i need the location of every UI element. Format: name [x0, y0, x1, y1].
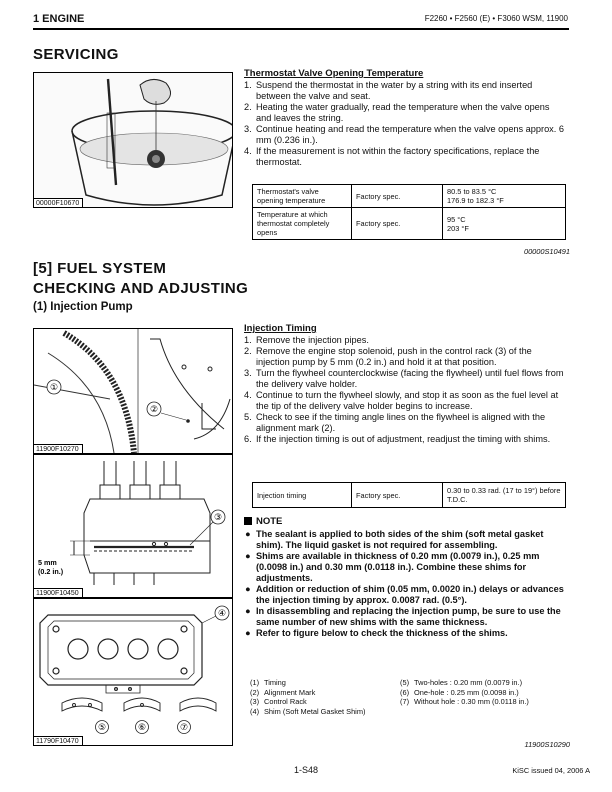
- shim-illustration: [34, 599, 232, 745]
- timing-step: 3. Turn the flywheel counterclockwise (facing the flywheel) until fuel flows from the delivery valve holder.: [244, 368, 564, 389]
- callout-7: ⑦: [179, 723, 189, 733]
- note-heading: NOTE: [244, 516, 282, 527]
- note-item: ● Shims are available in thickness of 0.20 mm (0.0079 in.), 0.25 mm (0.0098 in.) and 0.30 mm (0.0118 in.). Combine these shims for adjustments.: [245, 551, 540, 583]
- timing-step: 5. Check to see if the timing angle lines on the flywheel is aligned with the alignment mark (2).: [244, 412, 546, 433]
- legend-item: (1) Timing: [250, 678, 286, 687]
- spec-value: 95 °C 203 °F: [443, 208, 566, 240]
- bullet-icon: ●: [245, 606, 251, 616]
- bullet-icon: ●: [245, 628, 251, 638]
- thermostat-step: 1. Suspend the thermostat in the water by a string with its end inserted between the valve and seat.: [244, 80, 533, 101]
- note-square-icon: [244, 517, 252, 525]
- spec-item: Temperature at which thermostat completely opens: [253, 208, 352, 240]
- thermostat-spec-table: [252, 184, 566, 240]
- spec-row: [253, 483, 566, 508]
- model-header: F2260 • F2560 (E) • F3060 WSM, 11900: [424, 14, 568, 23]
- legend-right: [400, 678, 566, 707]
- timing-title: Injection Timing: [244, 323, 317, 334]
- thermostat-steps: [244, 80, 566, 168]
- callout-5: ⑤: [97, 723, 107, 733]
- spec-row: [253, 185, 566, 208]
- dimension-label-mm: 5 mm: [38, 558, 57, 567]
- legend-item: (7) Without hole : 0.30 mm (0.0118 in.): [400, 697, 529, 706]
- servicing-title: SERVICING: [33, 46, 119, 63]
- spec-item: Injection timing: [253, 483, 352, 508]
- callout-6: ⑥: [137, 723, 147, 733]
- shim-figure: [33, 598, 233, 746]
- legend-item: (3) Control Rack: [250, 697, 307, 706]
- spec-value: 0.30 to 0.33 rad. (17 to 19°) before T.D.C.: [443, 483, 566, 508]
- callout-2: ②: [149, 405, 159, 415]
- bullet-icon: ●: [245, 529, 251, 539]
- note-list: [244, 529, 566, 639]
- spec-label: Factory spec.: [352, 483, 443, 508]
- spec-label: Factory spec.: [352, 208, 443, 240]
- thermostat-title: Thermostat Valve Opening Temperature: [244, 68, 424, 79]
- timing-step: 1. Remove the injection pipes.: [244, 335, 369, 345]
- pump-illustration: [34, 455, 232, 597]
- flywheel-figure: [33, 328, 233, 454]
- bullet-icon: ●: [245, 551, 251, 561]
- thermostat-illustration: [34, 73, 232, 207]
- fuel-section-title: [5] FUEL SYSTEM: [33, 260, 167, 277]
- thermostat-step: 2. Heating the water gradually, read the temperature when the valve opens and leaves the string.: [244, 102, 550, 123]
- spec-item: Thermostat's valve opening temperature: [253, 185, 352, 208]
- thermostat-step: 4. If the measurement is not within the factory specifications, replace the thermostat.: [244, 146, 540, 167]
- timing-step: 2. Remove the engine stop solenoid, push in the control rack (3) of the injection pump by 5 mm (0.2 in.) and hold it at that position.: [244, 346, 532, 367]
- note-item: ● Refer to figure below to check the thickness of the shims.: [245, 628, 508, 638]
- legend-item: (2) Alignment Mark: [250, 687, 316, 697]
- legend-item: (5) Two-holes : 0.20 mm (0.0079 in.): [400, 678, 523, 687]
- dimension-label-in: (0.2 in.): [38, 567, 64, 576]
- timing-step: 4. Continue to turn the flywheel slowly, and stop it as soon as the fuel level at the tip of the delivery valve holder begins to increase.: [244, 390, 559, 411]
- injection-pump-title: (1) Injection Pump: [33, 301, 133, 313]
- spec-row: [253, 208, 566, 240]
- legend-item: (6) One-hole : 0.25 mm (0.0098 in.): [400, 687, 519, 697]
- spec-value: 80.5 to 83.5 °C 176.9 to 182.3 °F: [443, 185, 566, 208]
- legend-item: (4) Shim (Soft Metal Gasket Shim): [250, 706, 366, 716]
- legend-left: [250, 678, 400, 716]
- flywheel-figure-label: 11900F10270: [34, 444, 83, 453]
- note-item: ● The sealant is applied to both sides of the shim (soft metal gasket shim). The liquid gasket is not required for assembling.: [245, 529, 544, 550]
- page-number: 1-S48: [293, 765, 319, 775]
- bullet-icon: ●: [245, 584, 251, 594]
- pump-figure: [33, 454, 233, 598]
- issue-label: KiSC issued 04, 2006 A: [512, 766, 590, 775]
- flywheel-illustration: [34, 329, 232, 453]
- thermostat-figure: [33, 72, 233, 208]
- pump-figure-label: 11900F10450: [34, 588, 83, 597]
- callout-4: ④: [217, 609, 227, 619]
- spec-label: Factory spec.: [352, 185, 443, 208]
- thermostat-figure-label: 00000F10670: [34, 198, 83, 207]
- callout-3: ③: [213, 513, 223, 523]
- timing-spec-table: [252, 482, 566, 508]
- note-item: ● In disassembling and replacing the injection pump, be sure to use the same number of new shims with the same thickness.: [245, 606, 561, 627]
- timing-step: 6. If the injection timing is out of adjustment, readjust the timing with shims.: [244, 434, 551, 444]
- timing-code: 11900S10290: [524, 740, 570, 749]
- thermostat-code: 00000S10491: [523, 247, 570, 256]
- callout-1: ①: [49, 383, 59, 393]
- header-rule: [33, 28, 569, 30]
- checking-title: CHECKING AND ADJUSTING: [33, 280, 249, 297]
- note-item: ● Addition or reduction of shim (0.05 mm, 0.0020 in.) delays or advances the injection timing by approx. 0.0087 rad. (0.5°).: [245, 584, 564, 605]
- thermostat-step: 3. Continue heating and read the temperature when the valve opens approx. 6 mm (0.236 in.).: [244, 124, 564, 145]
- section-header: 1 ENGINE: [33, 13, 85, 25]
- shim-figure-label: 11790F10470: [34, 736, 83, 745]
- timing-steps: [244, 335, 566, 445]
